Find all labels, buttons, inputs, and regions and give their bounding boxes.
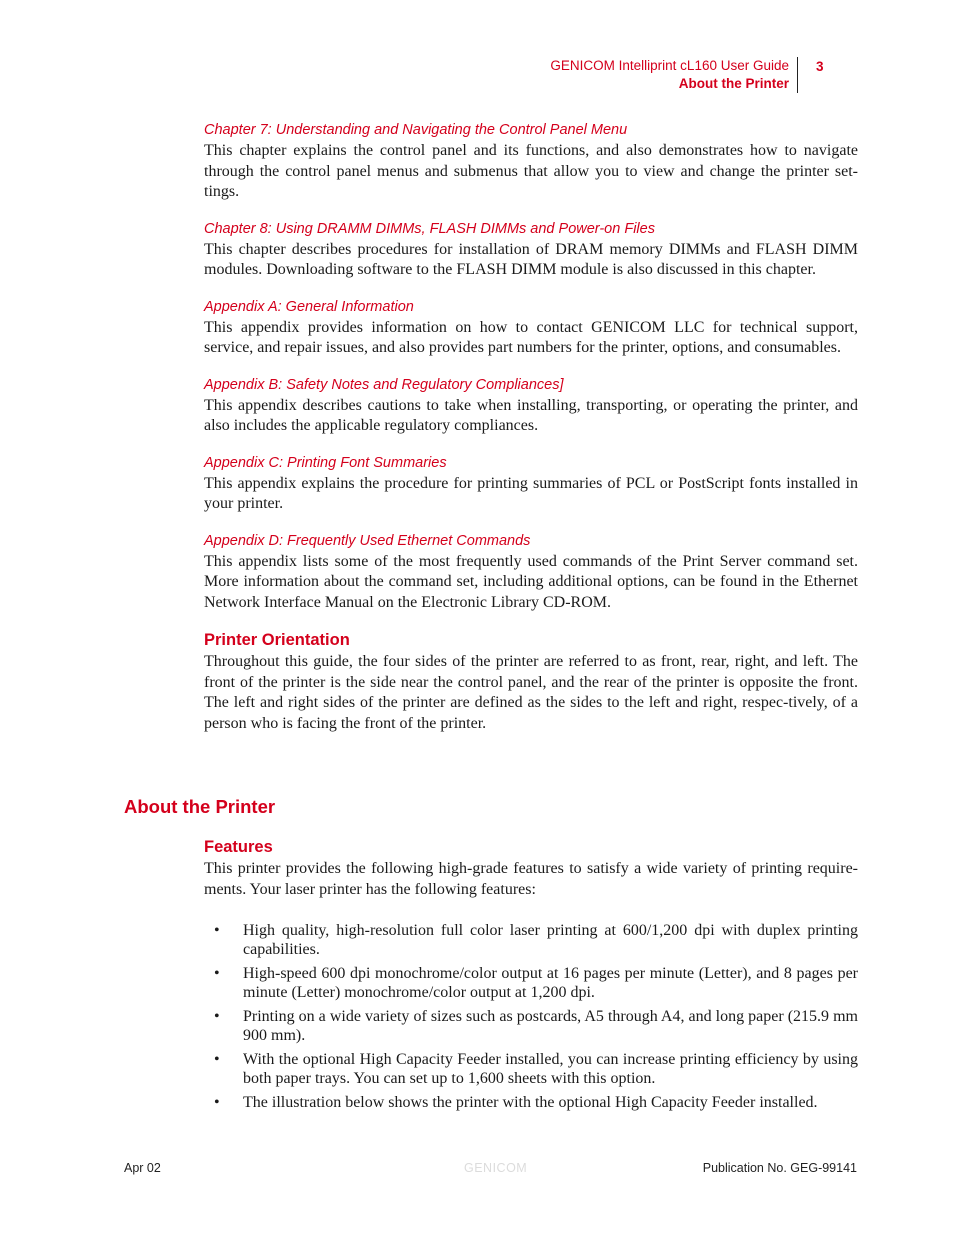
section-title-appendix-b: Appendix B: Safety Notes and Regulatory Compliances] — [204, 376, 564, 393]
section-body-ch7: This chapter explains the control panel and its functions, and also demonstrates how to navigate through the control panel menus and submenus that allow you to view and change the printer set-tings. — [204, 142, 858, 200]
printer-orientation-heading: Printer Orientation — [204, 631, 350, 649]
running-header — [550, 57, 798, 93]
section-title-ch8: Chapter 8: Using DRAMM DIMMs, FLASH DIMMs and Power-on Files — [204, 220, 655, 237]
publication-number: Publication No. GEG-99141 — [702, 1161, 857, 1175]
features-intro: This printer provides the following high-grade features to satisfy a wide variety of printing require-ments. Your laser printer has the following features: — [204, 860, 858, 898]
list-item: • The illustration below shows the printer with the optional High Capacity Feeder installed. — [214, 1094, 818, 1111]
about-printer-heading: About the Printer — [124, 796, 276, 817]
list-item: • High-speed 600 dpi monochrome/color output at 16 pages per minute (Letter), and 8 pages per minute (Letter) monochrome/color output at 1,200 dpi. — [214, 965, 858, 1001]
chapter-summaries — [204, 119, 858, 749]
section-body-appendix-a: This appendix provides information on how to contact GENICOM LLC for technical support, service, and repair issues, and also provides part numbers for the printer, options, and consumables. — [204, 318, 858, 356]
section-body-appendix-b: This appendix describes cautions to take when installing, transporting, or operating the printer, and also includes the applicable regulatory compliances. — [204, 396, 858, 434]
section-body-appendix-c: This appendix explains the procedure for printing summaries of PCL or PostScript fonts installed in your printer. — [204, 474, 858, 512]
list-item: • High quality, high-resolution full color laser printing at 600/1,200 dpi with duplex printing capabilities. — [214, 922, 858, 958]
section-title-appendix-a: Appendix A: General Information — [204, 298, 414, 315]
section-body-ch8: This chapter describes procedures for installation of DRAM memory DIMMs and FLASH DIMM modules. Downloading software to the FLASH DIMM module is also discussed in this chapter. — [204, 240, 858, 278]
page-number: 3 — [816, 59, 824, 74]
bullet-icon: • — [214, 1008, 220, 1025]
header-section: About the Printer — [678, 76, 789, 91]
section-title-appendix-c: Appendix C: Printing Font Summaries — [204, 454, 447, 471]
list-item: • Printing on a wide variety of sizes such as postcards, A5 through A4, and long paper (215.9 mm 900 mm). — [214, 1008, 858, 1044]
section-title-appendix-d: Appendix D: Frequently Used Ethernet Commands — [204, 532, 531, 549]
features-heading: Features — [204, 838, 273, 856]
page-footer — [124, 1161, 857, 1179]
printer-orientation-body: Throughout this guide, the four sides of the printer are referred to as front, rear, right, and left. The front of the printer is the side near the control panel, and the rear of the printer is opposite the front. The left and right sides of the printer are defined as the sides to the left and right, respec-tively, of a person who is facing the front of the printer. — [204, 653, 858, 732]
features-list — [204, 922, 858, 1113]
footer-watermark: GENICOM — [464, 1161, 528, 1175]
bullet-icon: • — [214, 965, 220, 982]
section-title-ch7: Chapter 7: Understanding and Navigating the Control Panel Menu — [204, 122, 628, 138]
bullet-icon: • — [214, 1051, 220, 1068]
features-section — [204, 835, 858, 1119]
list-item: • With the optional High Capacity Feeder installed, you can increase printing efficiency by using both paper trays. You can set up to 1,600 sheets with this option. — [214, 1051, 858, 1087]
guide-title: GENICOM Intelliprint cL160 User Guide — [550, 58, 789, 73]
footer-date: Apr 02 — [124, 1161, 161, 1175]
section-body-appendix-d: This appendix lists some of the most frequently used commands of the Print Server command set. More information about the command set, including additional options, can be found in the Ethernet Network Interface Manual on the Electronic Library CD-ROM. — [204, 552, 858, 611]
bullet-icon: • — [214, 1094, 220, 1111]
bullet-icon: • — [214, 922, 220, 939]
